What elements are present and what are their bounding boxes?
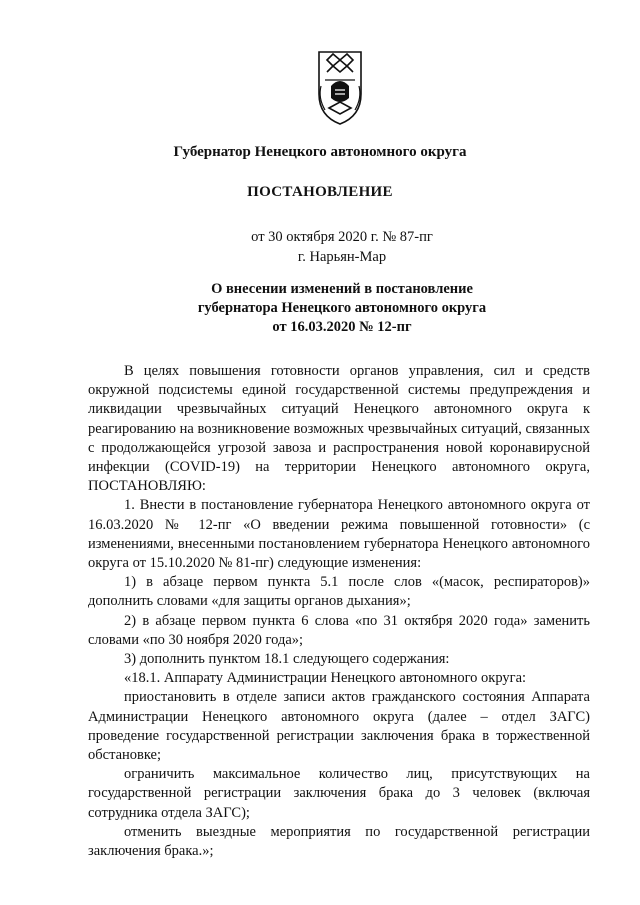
body-paragraph: 2) в абзаце первом пункта 6 слова «по 31 октября 2020 года» заменить словами «по 30 ноября 2020 года»;: [88, 612, 590, 648]
document-title-line: от 16.03.2020 № 12-пг: [272, 319, 412, 335]
issuer-heading: Губернатор Ненецкого автономного округа: [173, 144, 467, 160]
body-paragraph: 1) в абзаце первом пункта 5.1 после слов «(масок, респираторов)» дополнить словами «для защиты органов дыхания»;: [88, 574, 590, 610]
document-city: г. Нарьян-Мар: [297, 249, 387, 265]
body-paragraph: отменить выездные мероприятия по государственной регистрации заключения брака.»;: [88, 823, 590, 860]
body-paragraph: В целях повышения готовности органов управления, сил и средств окружной подсистемы единой государственной системы предупреждения и ликвидации чрезвычайных ситуаций Ненецкого автономного округа к реагированию на возникновение возможных чрезвычайных ситуаций, связанных с продолжающейся угрозой завоза и распространения новой коронавирусной инфекции (COVID-19) на территории Ненецкого автономного округа, ПОСТАНОВЛЯЮ:: [88, 363, 590, 495]
body-paragraph: «18.1. Аппарату Администрации Ненецкого автономного округа:: [124, 670, 527, 687]
body-paragraph: 3) дополнить пунктом 18.1 следующего содержания:: [124, 651, 450, 668]
document-title-line: О внесении изменений в постановление: [211, 281, 473, 297]
document-body: [88, 362, 590, 861]
document-date-number: от 30 октября 2020 г. № 87-пг: [251, 229, 433, 245]
document-title-line: губернатора Ненецкого автономного округа: [197, 300, 487, 316]
body-paragraph: приостановить в отделе записи актов гражданского состояния Аппарата Администрации Ненецкого автономного округа (далее – отдел ЗАГС) проведение государственной регистрации заключения брака в торжественной обстановке;: [88, 689, 590, 764]
coat-of-arms-icon: [315, 46, 365, 126]
document-type: ПОСТАНОВЛЕНИЕ: [247, 184, 393, 200]
body-paragraph: 1. Внести в постановление губернатора Ненецкого автономного округа от 16.03.2020 № 12-пг «О введении режима повышенной готовности» (с изменениями, внесенными постановлением губернатора Ненецкого автономного округа от 15.10.2020 № 81-пг) следующие изменения:: [88, 497, 590, 572]
body-paragraph: ограничить максимальное количество лиц, присутствующих на государственной регистрации заключения брака до 3 человек (включая сотрудника отдела ЗАГС);: [88, 766, 590, 821]
